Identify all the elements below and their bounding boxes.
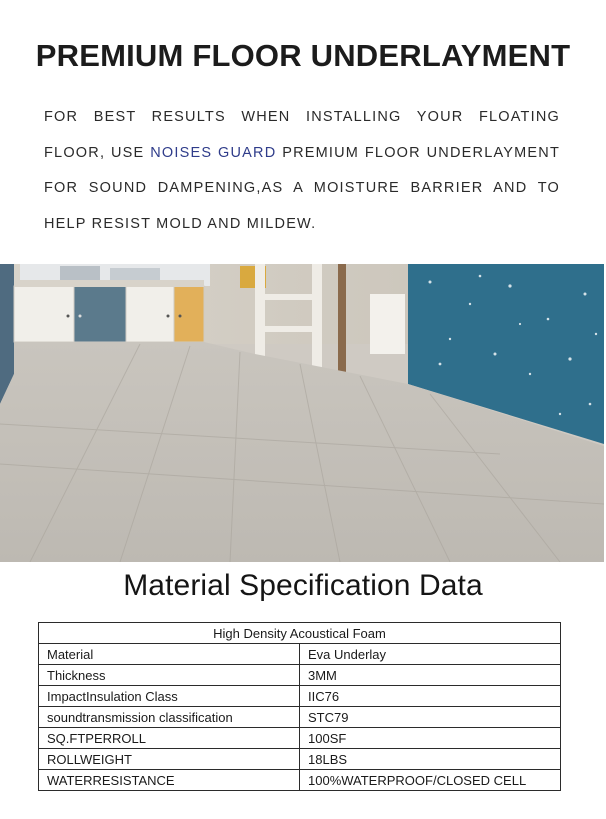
spec-heading: Material Specification Data [123,569,483,602]
row-label: SQ.FTPERROLL [39,728,300,749]
row-label: Material [39,644,300,665]
table-row [39,686,561,707]
table-row [39,707,561,728]
row-label: Thickness [39,665,300,686]
row-label: WATERRESISTANCE [39,770,300,791]
intro-paragraph [44,100,560,242]
intro-text-end: PREMIUM FLOOR UNDERLAYMENT FOR SOUND DAMPENING,AS A MOISTURE BARRIER AND TO HELP RESIST MOLD AND MILDEW. [44,144,560,232]
table-row [39,770,561,791]
page-title: PREMIUM FLOOR UNDERLAYMENT [35,38,571,73]
row-value: 100SF [300,728,561,749]
row-value: Eva Underlay [300,644,561,665]
row-value: STC79 [300,707,561,728]
spec-table [38,622,561,791]
table-row [39,665,561,686]
row-label: soundtransmission classification [39,707,300,728]
table-row [39,644,561,665]
intro-text-start: FOR BEST RESULTS WHEN INSTALLING YOUR FLOATING FLOOR, USE [44,109,560,161]
room-floor-photo [0,264,604,562]
row-value: 18LBS [300,749,561,770]
table-row [39,728,561,749]
table-header-row [39,623,561,644]
brand-name: NOISES GUARD [150,144,277,161]
table-header: High Density Acoustical Foam [39,623,561,644]
row-label: ROLLWEIGHT [39,749,300,770]
row-label: ImpactInsulation Class [39,686,300,707]
row-value: 100%WATERPROOF/CLOSED CELL [300,770,561,791]
row-value: IIC76 [300,686,561,707]
table-row [39,749,561,770]
row-value: 3MM [300,665,561,686]
